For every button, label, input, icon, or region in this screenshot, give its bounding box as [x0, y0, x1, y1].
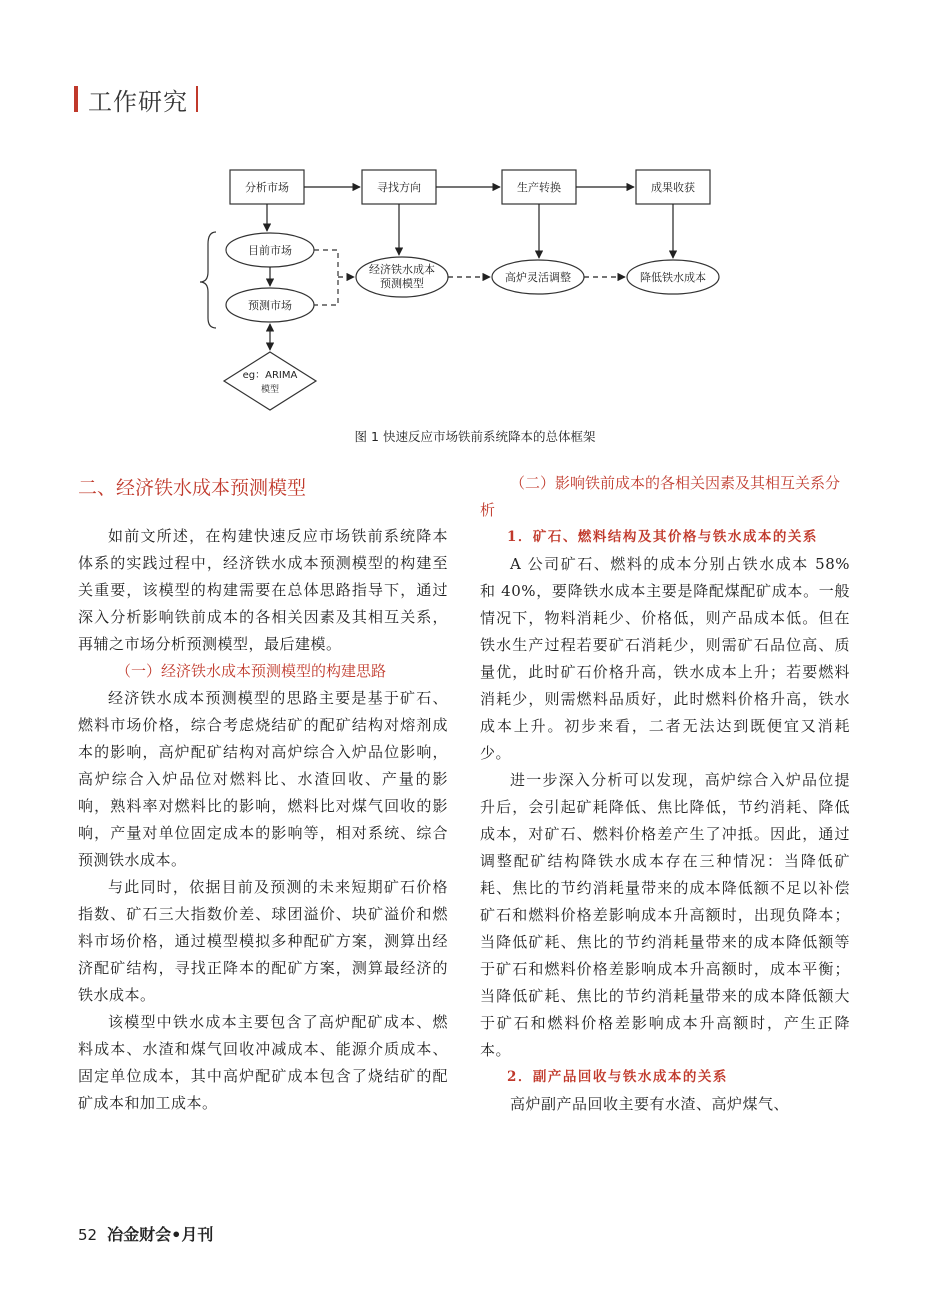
paragraph: 如前文所述，在构建快速反应市场铁前系统降本体系的实践过程中，经济铁水成本预测模型的构建至关重要，该模型的构建需要在总体思路指导下，通过深入分析影响铁前成本的各相关因素及其相互关系，再辅之市场分析预测模型，最后建模。: [78, 527, 448, 653]
paragraph: 高炉副产品回收主要有水渣、高炉煤气、: [510, 1095, 790, 1113]
section-heading: 二、经济铁水成本预测模型: [78, 477, 307, 499]
paragraph: 与此同时，依据目前及预测的未来短期矿石价格指数、矿石三大指数价差、球团溢价、块矿溢价和燃料市场价格，通过模型模拟多种配矿方案，测算出经济配矿结构，寻找正降本的配矿方案，测算最经济的铁水成本。: [78, 878, 448, 1004]
subsection-heading: （一）经济铁水成本预测模型的构建思路: [116, 662, 387, 680]
node-furnace-adjust-label: 高炉灵活调整: [505, 271, 571, 284]
node-arima-model: [224, 352, 316, 410]
framework-diagram: [190, 160, 750, 420]
box-find-direction-label: 寻找方向: [377, 181, 421, 194]
node-current-market-label: 目前市场: [248, 244, 292, 257]
box-production-switch-label: 生产转换: [517, 181, 561, 194]
node-arima-label-2: 模型: [260, 385, 280, 395]
sub-subsection-heading: 2．副产品回收与铁水成本的关系: [507, 1069, 728, 1085]
section-header: [74, 84, 198, 114]
header-accent-bar: [74, 86, 78, 112]
header-accent-bar-end: [196, 86, 198, 112]
paragraph: 该模型中铁水成本主要包含了高炉配矿成本、燃料成本、水渣和煤气回收冲减成本、能源介质成本、固定单位成本，其中高炉配矿成本包含了烧结矿的配矿成本和加工成本。: [78, 1013, 448, 1112]
box-analyze-market-label: 分析市场: [245, 181, 289, 194]
node-arima-label-1: eg：ARIMA: [242, 370, 298, 381]
figure-caption: 图 1 快速反应市场铁前系统降本的总体框架: [354, 429, 596, 444]
paragraph: A 公司矿石、燃料的成本分别占铁水成本 58% 和 40%，要降铁水成本主要是降配煤配矿成本。一般情况下，物料消耗少、价格低，则产品成本低。但在铁水生产过程若要矿石消耗少，则需矿石品位高、质量优，此时矿石价格升高，铁水成本上升；若要燃料消耗少，则需燃料品质好，此时燃料价格升高，铁水成本上升。初步来看，二者无法达到既便宜又消耗少。: [480, 555, 850, 762]
box-harvest-results-label: 成果收获: [651, 181, 695, 194]
paragraph: 进一步深入分析可以发现，高炉综合入炉品位提升后，会引起矿耗降低、焦比降低，节约消耗、降低成本，对矿石、燃料价格差产生了冲抵。因此，通过调整配矿结构降铁水成本存在三种情况：当降低矿耗、焦比的节约消耗量带来的成本降低额不足以补偿矿石和燃料价格差影响成本升高额时，出现负降本；当降低矿耗、焦比的节约消耗量带来的成本降低额等于矿石和燃料价格差影响成本升高额时，成本平衡；当降低矿耗、焦比的节约消耗量带来的成本降低额大于矿石和燃料价格差影响成本升高额时，产生正降本。: [480, 771, 850, 1059]
paragraph: 经济铁水成本预测模型的思路主要是基于矿石、燃料市场价格，综合考虑烧结矿的配矿结构对熔剂成本的影响，高炉配矿结构对高炉综合入炉品位影响，高炉综合入炉品位对燃料比、水渣回收、产量的影响，熟料率对燃料比的影响，燃料比对煤气回收的影响，产量对单位固定成本的影响等，相对系统、综合预测铁水成本。: [78, 689, 448, 869]
page-number: 52: [78, 1226, 98, 1244]
section-title: 工作研究: [88, 87, 188, 116]
node-cost-model-label-2: 预测模型: [380, 277, 424, 290]
magazine-name: 冶金财会•月刊: [107, 1225, 214, 1244]
node-cost-model-label-1: 经济铁水成本: [369, 263, 435, 276]
subsection-heading: （二）影响铁前成本的各相关因素及其相互关系分析: [480, 474, 841, 519]
sub-subsection-heading: 1．矿石、燃料结构及其价格与铁水成本的关系: [507, 529, 818, 545]
page-footer: [78, 1222, 213, 1245]
node-forecast-market-label: 预测市场: [248, 299, 292, 312]
left-column: [78, 465, 448, 1117]
right-column: [480, 470, 850, 1118]
node-reduce-cost-label: 降低铁水成本: [640, 271, 706, 284]
